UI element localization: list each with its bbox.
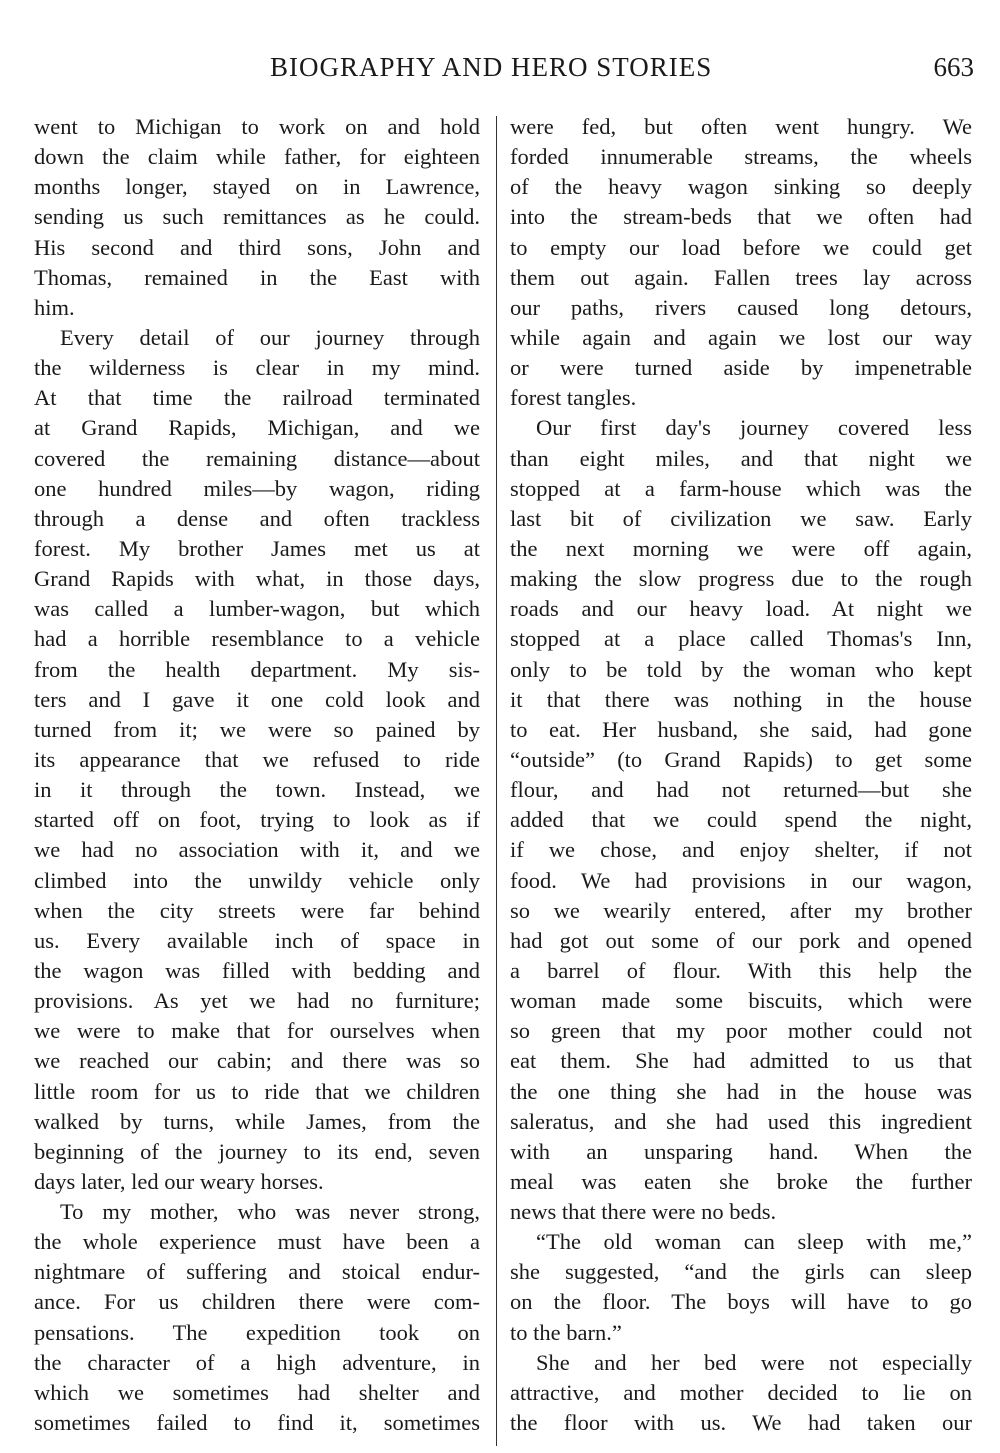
text-line: beginning of the journey to its end, seven [34,1138,480,1164]
text-line: added that we could spend the night, [510,807,972,833]
text-line: were fed, but often went hungry. We [510,114,972,139]
text-line: was called a lumber-wagon, but which [34,596,480,622]
text-line: while again and again we lost our way [510,324,972,350]
text-line: the whole experience must have been a [34,1229,480,1255]
right-column [510,112,972,1438]
text-line: ance. For us children there were com- [34,1289,480,1315]
text-line: him. [34,294,75,320]
text-line: started off on foot, trying to look as if [34,807,480,833]
text-line: from the health department. My sis- [34,656,480,682]
text-line: food. We had provisions in our wagon, [510,867,972,893]
text-line: To my mother, who was never strong, [60,1199,480,1225]
text-line: “outside” (to Grand Rapids) to get some [510,746,972,772]
text-line: the next morning we were off again, [510,535,972,561]
text-line: had a horrible resemblance to a vehicle [34,626,480,652]
text-line: ters and I gave it one cold look and [34,686,480,712]
text-line: a barrel of flour. With this help the [510,957,972,983]
text-line: its appearance that we refused to ride [34,746,480,772]
text-line: the wilderness is clear in my mind. [34,355,480,381]
text-line: the floor with us. We had taken our [510,1410,972,1436]
running-head: BIOGRAPHY AND HERO STORIES [270,52,713,82]
column-divider [496,116,497,1446]
text-line: attractive, and mother decided to lie on [510,1379,972,1405]
text-line: Every detail of our journey through [60,324,480,350]
text-line: meal was eaten she broke the further [510,1168,972,1194]
text-line: we had no association with it, and we [34,837,480,863]
text-line: at Grand Rapids, Michigan, and we [34,415,480,441]
text-line: little room for us to ride that we children [34,1078,480,1104]
page-header [34,52,974,88]
text-line: when the city streets were far behind [34,897,480,923]
text-line: on the floor. The boys will have to go [510,1289,972,1315]
text-line: pensations. The expedition took on [34,1319,480,1345]
text-line: of the heavy wagon sinking so deeply [510,174,972,200]
text-line: nightmare of suffering and stoical endur- [34,1259,480,1285]
text-line: our paths, rivers caused long detours, [510,294,972,320]
text-line: if we chose, and enjoy shelter, if not [510,837,972,863]
text-line: last bit of civilization we saw. Early [510,505,972,531]
text-line: At that time the railroad terminated [34,385,480,411]
text-line: months longer, stayed on in Lawrence, [34,174,480,200]
text-line: Thomas, remained in the East with [34,264,480,290]
text-line: His second and third sons, John and [34,234,480,260]
text-line: to the barn.” [510,1319,622,1345]
text-line: forest tangles. [510,385,637,411]
text-line: provisions. As yet we had no furniture; [34,988,480,1014]
text-line: so we wearily entered, after my brother [510,897,972,923]
text-line: the one thing she had in the house was [510,1078,972,1104]
text-line: covered the remaining distance—about [34,445,480,471]
text-line: or were turned aside by impenetrable [510,355,972,381]
text-line: had got out some of our pork and opened [510,927,972,953]
text-line: to eat. Her husband, she said, had gone [510,716,972,742]
text-line: with an unsparing hand. When the [510,1138,972,1164]
text-line: it that there was nothing in the house [510,686,972,712]
text-line: saleratus, and she had used this ingredient [510,1108,972,1134]
text-line: us. Every available inch of space in [34,927,480,953]
text-line: so green that my poor mother could not [510,1018,972,1044]
text-line: news that there were no beds. [510,1199,777,1225]
text-line: we were to make that for ourselves when [34,1018,480,1044]
text-line: forest. My brother James met us at [34,535,480,561]
text-line: in it through the town. Instead, we [34,777,480,803]
left-column [34,112,480,1438]
text-line: the wagon was filled with bedding and [34,957,480,983]
text-line: eat them. She had admitted to us that [510,1048,972,1074]
text-line: than eight miles, and that night we [510,445,972,471]
text-line: stopped at a place called Thomas's Inn, [510,626,972,652]
text-line: went to Michigan to work on and hold [34,114,480,139]
text-line: sometimes failed to find it, sometimes [34,1410,480,1436]
page-number: 663 [933,52,974,82]
text-line: she suggested, “and the girls can sleep [510,1259,972,1285]
text-line: them out again. Fallen trees lay across [510,264,972,290]
text-line: walked by turns, while James, from the [34,1108,480,1134]
text-line: forded innumerable streams, the wheels [510,144,972,170]
text-line: She and her bed were not especially [536,1349,972,1375]
text-line: “The old woman can sleep with me,” [536,1229,972,1255]
text-line: which we sometimes had shelter and [34,1379,480,1405]
text-line: making the slow progress due to the rough [510,566,972,592]
text-line: down the claim while father, for eighteen [34,144,480,170]
text-line: Our first day's journey covered less [536,415,972,441]
text-line: roads and our heavy load. At night we [510,596,972,622]
text-line: days later, led our weary horses. [34,1168,324,1194]
text-line: one hundred miles—by wagon, riding [34,475,480,501]
text-line: Grand Rapids with what, in those days, [34,566,480,592]
text-line: woman made some biscuits, which were [510,988,972,1014]
text-line: the character of a high adventure, in [34,1349,480,1375]
text-line: into the stream-beds that we often had [510,204,972,230]
text-line: we reached our cabin; and there was so [34,1048,480,1074]
text-line: stopped at a farm-house which was the [510,475,972,501]
text-line: flour, and had not returned—but she [510,777,972,803]
text-line: through a dense and often trackless [34,505,480,531]
text-line: climbed into the unwildy vehicle only [34,867,480,893]
text-line: to empty our load before we could get [510,234,972,260]
text-line: sending us such remittances as he could. [34,204,480,230]
text-line: only to be told by the woman who kept [510,656,972,682]
text-line: turned from it; we were so pained by [34,716,480,742]
